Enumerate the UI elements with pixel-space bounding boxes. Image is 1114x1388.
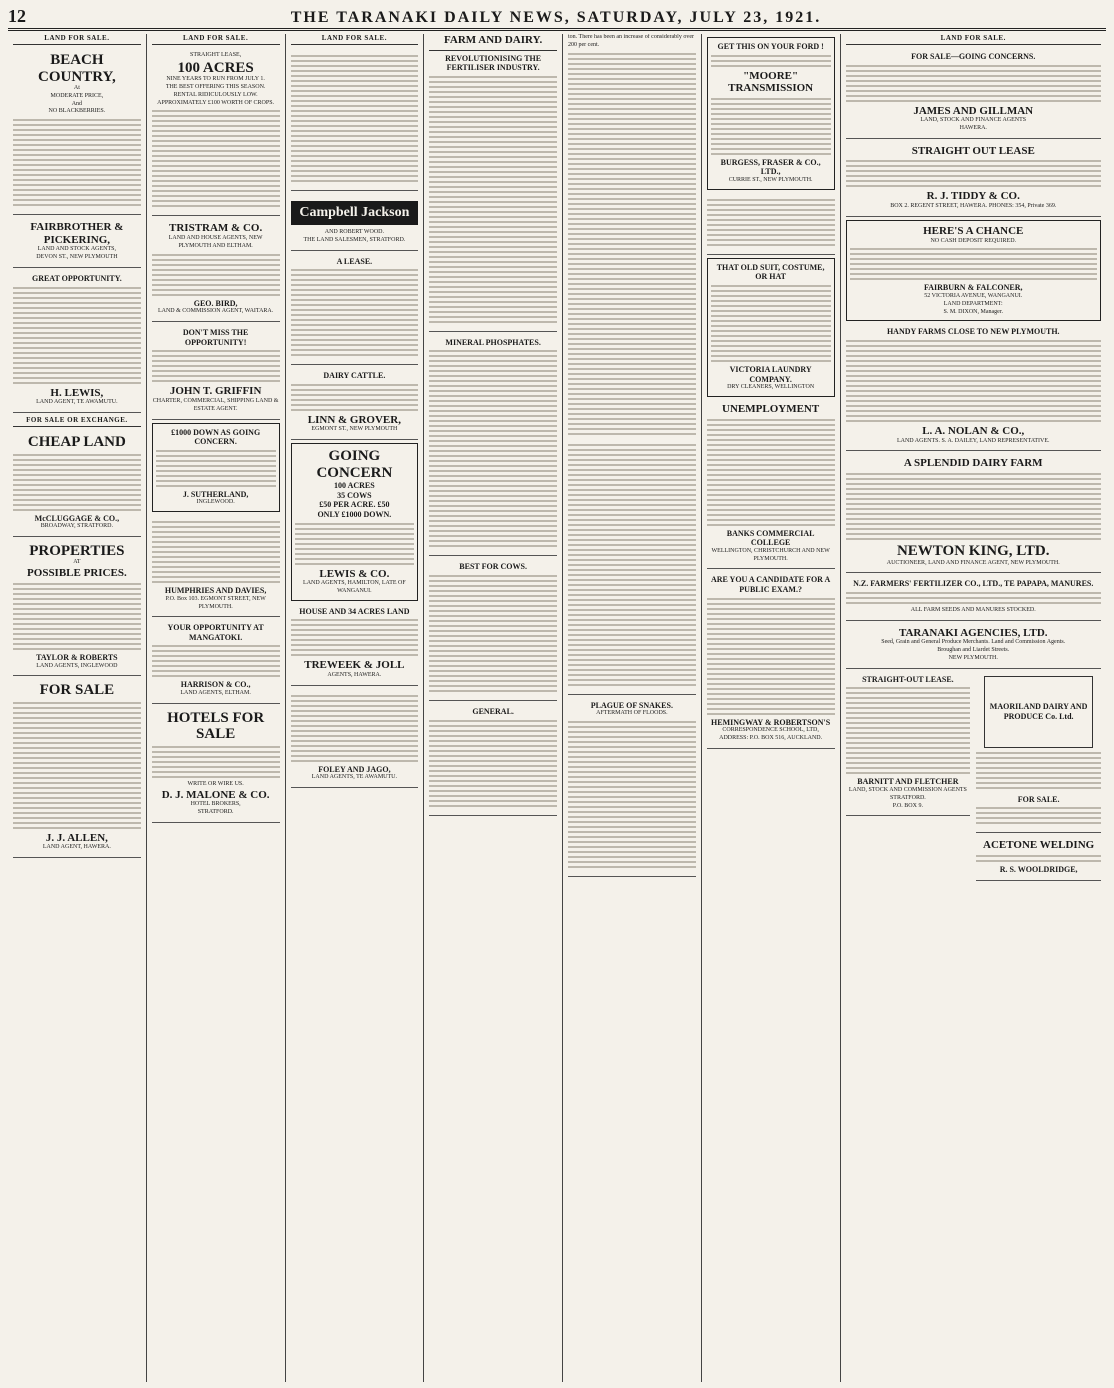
agent-name-banner: Campbell Jackson	[291, 201, 419, 225]
ad-headline: ACETONE WELDING	[983, 839, 1095, 852]
agent-sub: BOX 2. REGENT STREET, HAWERA. PHONES: 354, Private 369.	[890, 203, 1057, 210]
ad-fairbrother	[13, 218, 141, 268]
agent-name: TRISTRAM & CO.	[169, 222, 263, 235]
agent-name: JAMES AND GILLMAN	[913, 104, 1034, 117]
body-text-lines	[291, 695, 419, 762]
column-6	[702, 34, 841, 1382]
ad-tristram	[152, 219, 280, 322]
ad-headline: GET THIS ON YOUR FORD !	[717, 42, 824, 51]
ad-price: £50 PER ACRE. £50	[319, 500, 390, 510]
body-text-lines	[152, 254, 280, 296]
ad-heres-a-chance	[846, 220, 1102, 321]
page-columns	[8, 34, 1106, 1382]
ad-headline: BEACH COUNTRY,	[38, 52, 116, 85]
article-body-lines	[429, 575, 557, 692]
ad-headline: YOUR OPPORTUNITY AT MANGATOKI.	[167, 623, 264, 642]
department-manager: S. M. DIXON, Manager.	[943, 308, 1003, 315]
agent-sub: HOTEL BROKERS,	[190, 801, 241, 808]
agent-sub: LAND AGENT, TE AWAMUTU.	[36, 399, 118, 406]
product-name-2: TRANSMISSION	[728, 82, 814, 95]
department-label: LAND DEPARTMENT:	[943, 300, 1003, 307]
column-7	[841, 34, 1107, 1382]
rubric-land-for-sale: LAND FOR SALE.	[152, 34, 280, 45]
agent-sub: LAND AGENTS, INGLEWOOD	[36, 662, 118, 669]
agent-address: DEVON ST., NEW PLYMOUTH	[36, 254, 118, 261]
article-best-for-cows	[429, 559, 557, 701]
ad-dairy-cattle	[291, 368, 419, 440]
ad-subline: NINE YEARS TO RUN FROM JULY 1.	[166, 76, 265, 83]
body-text-lines	[13, 702, 141, 829]
ad-a-lease	[291, 254, 419, 366]
body-text-lines	[850, 248, 1098, 280]
ad-properties	[13, 540, 141, 676]
ad-subline: THE BEST OFFERING THIS SEASON.	[165, 84, 266, 91]
body-text-lines	[846, 65, 1102, 102]
body-text-lines	[976, 752, 1101, 789]
agent-sub: P.O. Box 103. EGMONT STREET, NEW PLYMOUTH.	[165, 595, 266, 610]
ad-mangatoki	[152, 620, 280, 704]
agent-name: J. J. ALLEN,	[45, 831, 108, 844]
article-headline: BEST FOR COWS.	[459, 562, 527, 572]
ad-humphries	[152, 515, 280, 617]
bottom-right-ads	[976, 672, 1101, 884]
body-text-lines	[711, 98, 831, 155]
agent-name: R. J. TIDDY & CO.	[926, 190, 1020, 203]
ad-farms-list	[291, 49, 419, 191]
body-text-lines	[846, 473, 1102, 540]
article-headline: GENERAL.	[472, 707, 514, 717]
ad-for-sale-small	[976, 792, 1101, 834]
ad-ford-agent	[707, 193, 835, 255]
ad-headline: N.Z. FARMERS' FERTILIZER CO., LTD., TE PAPAPA, MANURES.	[853, 579, 1094, 589]
agent-name: NEWTON KING, LTD.	[896, 543, 1050, 559]
body-text-lines	[13, 119, 141, 206]
agent-address: BROADWAY, STRATFORD.	[40, 523, 113, 530]
agent-sub: LAND AGENT, HAWERA.	[42, 844, 111, 851]
ad-moore-transmission	[707, 37, 835, 190]
agent-sub: LAND AGENTS, ELTHAM.	[180, 690, 251, 697]
ad-headline: HOTELS FOR SALE	[167, 709, 265, 743]
body-text-lines	[295, 523, 415, 565]
body-text-lines	[13, 583, 141, 650]
agent-sub: LAND & COMMISSION AGENT, WAITARA.	[157, 308, 274, 315]
body-text-lines	[152, 110, 280, 207]
body-text-lines	[846, 340, 1102, 422]
agent-town: STRATFORD.	[889, 794, 926, 801]
agent-town: HAWERA.	[959, 125, 987, 132]
ad-headline: STRAIGHT-OUT LEASE.	[862, 674, 954, 684]
ad-subline: STRAIGHT LEASE,	[190, 52, 242, 58]
ad-house-and-land	[291, 604, 419, 686]
body-text-lines	[291, 269, 419, 356]
ad-public-exam	[707, 572, 835, 748]
agent-name: J. SUTHERLAND,	[182, 489, 249, 499]
agent-name: HUMPHRIES AND DAVIES,	[164, 586, 267, 596]
article-general	[429, 704, 557, 816]
ad-1000-down	[152, 423, 280, 513]
article-body-lines	[568, 444, 696, 686]
article-headline: PLAGUE OF SNAKES.	[590, 700, 673, 710]
ad-subline: MODERATE PRICE,	[50, 92, 104, 99]
ad-beach-country	[13, 49, 141, 215]
article-body-lines	[568, 721, 696, 868]
agent-name: TAYLOR & ROBERTS	[36, 652, 118, 662]
ad-headline: UNEMPLOYMENT	[722, 403, 820, 416]
column-3	[286, 34, 425, 1382]
bottom-left-ads	[846, 672, 971, 884]
agent-name: BURGESS, FRASER & CO., LTD.,	[720, 157, 821, 177]
ad-headline: GOING CONCERN	[316, 448, 393, 481]
agent-address: Broughan and Liardet Streets.	[937, 647, 1010, 654]
body-text-lines	[711, 55, 831, 67]
ad-headline: HOUSE AND 34 ACRES LAND	[299, 606, 410, 616]
ad-headline: A SPLENDID DAIRY FARM	[903, 457, 1043, 470]
column-2	[147, 34, 286, 1382]
agent-sub: LAND AGENTS. S. A. DAILEY, LAND REPRESENTATIVE.	[896, 437, 1050, 444]
body-text-lines	[846, 687, 971, 774]
body-text-lines	[13, 454, 141, 511]
product-name: "MOORE"	[743, 69, 799, 82]
ad-subline: AT	[73, 559, 81, 566]
body-text-lines	[707, 598, 835, 715]
article-subhead: AFTERMATH OF FLOODS.	[596, 710, 668, 717]
agent-sub: EGMONT ST., NEW PLYMOUTH	[311, 426, 398, 433]
body-text-lines	[707, 199, 835, 246]
agent-sub: LAND AGENTS, TE AWAMUTU.	[311, 774, 397, 781]
maoriland-dairy-logo	[984, 676, 1093, 748]
body-text-lines	[152, 746, 280, 778]
ad-headline-2: POSSIBLE PRICES.	[27, 567, 127, 580]
ad-straight-out-lease-2	[846, 672, 971, 817]
ad-straight-lease	[152, 49, 280, 216]
school-address: ADDRESS: P.O. BOX 516, AUCKLAND.	[719, 735, 823, 742]
ad-headline: ARE YOU A CANDIDATE FOR A PUBLIC EXAM.?	[710, 575, 831, 595]
body-text-lines	[711, 285, 831, 362]
rubric-sale-or-exchange: FOR SALE OR EXCHANGE.	[13, 416, 141, 427]
ad-subline: At	[73, 85, 80, 91]
agent-sub: LAND, STOCK AND COMMISSION AGENTS	[848, 786, 967, 793]
ad-unemployment	[707, 400, 835, 569]
column-5	[563, 34, 702, 1382]
agent-name: LEWIS & CO.	[319, 567, 390, 580]
school-name: HEMINGWAY & ROBERTSON'S	[711, 717, 831, 727]
agent-town: STRATFORD.	[197, 809, 234, 816]
ad-taranaki-agencies	[846, 624, 1102, 669]
agent-sub: Seed, Grain and General Produce Merchants. Land and Commission Agents.	[881, 639, 1066, 646]
ad-victoria-laundry	[707, 258, 835, 397]
ad-campbell-jackson	[291, 194, 419, 251]
ad-headline: PROPERTIES	[29, 542, 125, 559]
ad-headline: FOR SALE	[39, 682, 115, 699]
rubric-land-for-sale: LAND FOR SALE.	[13, 34, 141, 45]
agent-name: R. S. WOOLDRIDGE,	[999, 864, 1078, 874]
ad-fertilizer	[846, 576, 1102, 620]
ad-headline: CHEAP LAND	[27, 434, 126, 451]
ad-headline: HANDY FARMS CLOSE TO NEW PLYMOUTH.	[886, 327, 1060, 337]
article-headline: REVOLUTIONISING THE FERTILISER INDUSTRY.	[445, 53, 542, 73]
newspaper-title: THE TARANAKI DAILY NEWS, SATURDAY, JULY 23, 1921.	[290, 9, 822, 26]
ad-cheap-land	[13, 431, 141, 537]
rubric-land-for-sale: LAND FOR SALE.	[291, 34, 419, 45]
ad-for-sale	[13, 679, 141, 858]
page-number: 12	[8, 6, 26, 26]
agent-sub: AND ROBERT WOOD.	[324, 229, 384, 235]
agent-sub: LAND AND HOUSE AGENTS, NEW PLYMOUTH AND ELTHAM.	[168, 235, 263, 249]
article-mineral-phosphates	[429, 335, 557, 557]
rubric-land-for-sale: LAND FOR SALE.	[846, 34, 1102, 45]
ad-headline: STRAIGHT OUT LEASE	[911, 144, 1035, 157]
agent-name: TARANAKI AGENCIES, LTD.	[898, 626, 1048, 639]
ad-subline: APPROXIMATELY £100 WORTH OF CROPS.	[157, 99, 275, 106]
masthead	[8, 6, 1106, 31]
ad-subline: WRITE OR WIRE US.	[187, 780, 244, 787]
agent-sub: LAND AND STOCK AGENTS,	[37, 246, 116, 253]
column-4	[424, 34, 563, 1382]
body-text-lines	[156, 450, 276, 487]
body-text-lines	[152, 521, 280, 583]
agent-sub: AGENTS, HAWERA.	[327, 672, 382, 679]
ad-going-concerns	[846, 49, 1102, 139]
agent-sub: INGLEWOOD.	[196, 499, 235, 506]
section-title: FARM AND DAIRY.	[429, 34, 557, 51]
ad-splendid-dairy-farm	[846, 454, 1102, 573]
article-body-lines	[429, 76, 557, 323]
article-continuation: ton. There has been an increase of considerably over 200 per cent.	[568, 34, 695, 48]
ad-headline: THAT OLD SUIT, COSTUME, OR HAT	[716, 262, 825, 282]
agent-name: JOHN T. GRIFFIN	[169, 385, 262, 398]
body-text-lines	[291, 619, 419, 656]
ad-headline: DAIRY CATTLE.	[323, 371, 386, 381]
body-text-lines	[152, 350, 280, 382]
company-sub: DRY CLEANERS, WELLINGTON	[727, 384, 815, 391]
ad-handy-farms	[846, 324, 1102, 451]
agent-name: H. LEWIS,	[50, 386, 104, 399]
agent-town: NEW PLYMOUTH.	[948, 654, 998, 661]
body-text-lines	[846, 160, 1102, 187]
article-more	[568, 438, 696, 695]
article-plague-of-snakes	[568, 698, 696, 877]
agent-sub: LAND, STOCK AND FINANCE AGENTS	[920, 117, 1027, 124]
ad-subline: RENTAL RIDICULOUSLY LOW.	[173, 91, 258, 98]
ad-acres: 100 ACRES	[334, 481, 375, 491]
company-name: VICTORIA LAUNDRY COMPANY.	[729, 365, 812, 384]
agent-box: P.O. BOX 9.	[892, 802, 923, 809]
ad-great-opportunity	[13, 271, 141, 413]
logo-text: MAORILAND DAIRY AND PRODUCE Co. Ltd.	[989, 702, 1088, 721]
ad-headline: DON'T MISS THE OPPORTUNITY!	[182, 328, 249, 347]
body-text-lines	[13, 287, 141, 384]
agent-sub: LAND AGENTS, HAMILTON, LATE OF WANGANUI.	[303, 580, 406, 595]
body-text-lines	[152, 645, 280, 677]
ad-hotels-for-sale	[152, 707, 280, 823]
agent-name: HARRISON & CO.,	[180, 680, 251, 690]
ad-acetone-welding	[976, 836, 1101, 880]
agent-name: TREWEEK & JOLL	[304, 659, 405, 672]
body-text-lines	[976, 855, 1101, 862]
ad-deposit: ONLY £1000 DOWN.	[317, 510, 392, 519]
article-fertiliser	[429, 51, 557, 332]
agent-name: BARNITT AND FLETCHER	[857, 777, 959, 787]
college-sub: WELLINGTON, CHRISTCHURCH AND NEW PLYMOUTH.	[711, 547, 830, 562]
ad-headline: GREAT OPPORTUNITY.	[31, 274, 122, 284]
ad-straight-out-lease	[846, 142, 1102, 217]
ad-headline: FOR SALE—GOING CONCERNS.	[911, 52, 1036, 61]
agent-sub: CHARTER, COMMERCIAL, SHIPPING LAND & ESTATE AGENT.	[152, 397, 279, 412]
ad-subline: NO CASH DEPOSIT REQUIRED.	[930, 237, 1017, 244]
ad-headline: A LEASE.	[336, 256, 373, 266]
ad-headline: HERE'S A CHANCE	[923, 224, 1024, 237]
article-body-lines	[568, 53, 696, 435]
article-body-lines	[429, 720, 557, 807]
ad-headline: £1000 DOWN AS GOING CONCERN.	[171, 427, 261, 447]
article-headline: MINERAL PHOSPHATES.	[445, 337, 541, 347]
bottom-ad-row	[846, 672, 1102, 884]
agent-name: GEO. BIRD,	[193, 298, 238, 308]
agent-sub-2: THE LAND SALESMEN, STRATFORD.	[303, 236, 406, 243]
agent-name: McCLUGGAGE & CO.,	[34, 513, 120, 523]
body-text-lines	[291, 55, 419, 182]
body-text-lines	[976, 807, 1101, 824]
agent-name: FOLEY AND JAGO,	[318, 764, 391, 774]
ad-subline: ALL FARM SEEDS AND MANURES STOCKED.	[910, 606, 1036, 613]
agent-name: FAIRBURN & FALCONER,	[923, 283, 1023, 293]
article-body-lines	[429, 350, 557, 547]
agent-sub: AUCTIONEER, LAND AND FINANCE AGENT, NEW PLYMOUTH.	[886, 559, 1060, 566]
ad-dont-miss	[152, 325, 280, 419]
body-text-lines	[846, 592, 1102, 604]
body-text-lines	[291, 384, 419, 411]
ad-subline: And	[71, 100, 83, 107]
college-name: BANKS COMMERCIAL COLLEGE	[726, 528, 815, 548]
ad-subline: NO BLACKBERRIES.	[48, 108, 106, 115]
agent-address: CURRIE ST., NEW PLYMOUTH.	[728, 177, 813, 184]
agent-name: FAIRBROTHER &	[30, 221, 124, 234]
agent-name: LINN & GROVER,	[307, 413, 401, 426]
agent-name: D. J. MALONE & CO.	[161, 788, 270, 801]
agent-name-2: PICKERING,	[43, 233, 111, 246]
agent-name: L. A. NOLAN & CO.,	[922, 424, 1025, 437]
school-sub: CORRESPONDENCE SCHOOL, LTD,	[722, 727, 819, 734]
ad-going-concern	[291, 443, 419, 601]
agent-sub: 52 VICTORIA AVENUE, WANGANUI.	[924, 292, 1023, 299]
column-1	[8, 34, 147, 1382]
body-text-lines	[707, 419, 835, 526]
ad-headline: 100 ACRES	[177, 59, 254, 76]
ad-foley-jago	[291, 689, 419, 788]
ad-headline: FOR SALE.	[1017, 794, 1060, 804]
ad-cows: 35 COWS	[337, 490, 372, 500]
